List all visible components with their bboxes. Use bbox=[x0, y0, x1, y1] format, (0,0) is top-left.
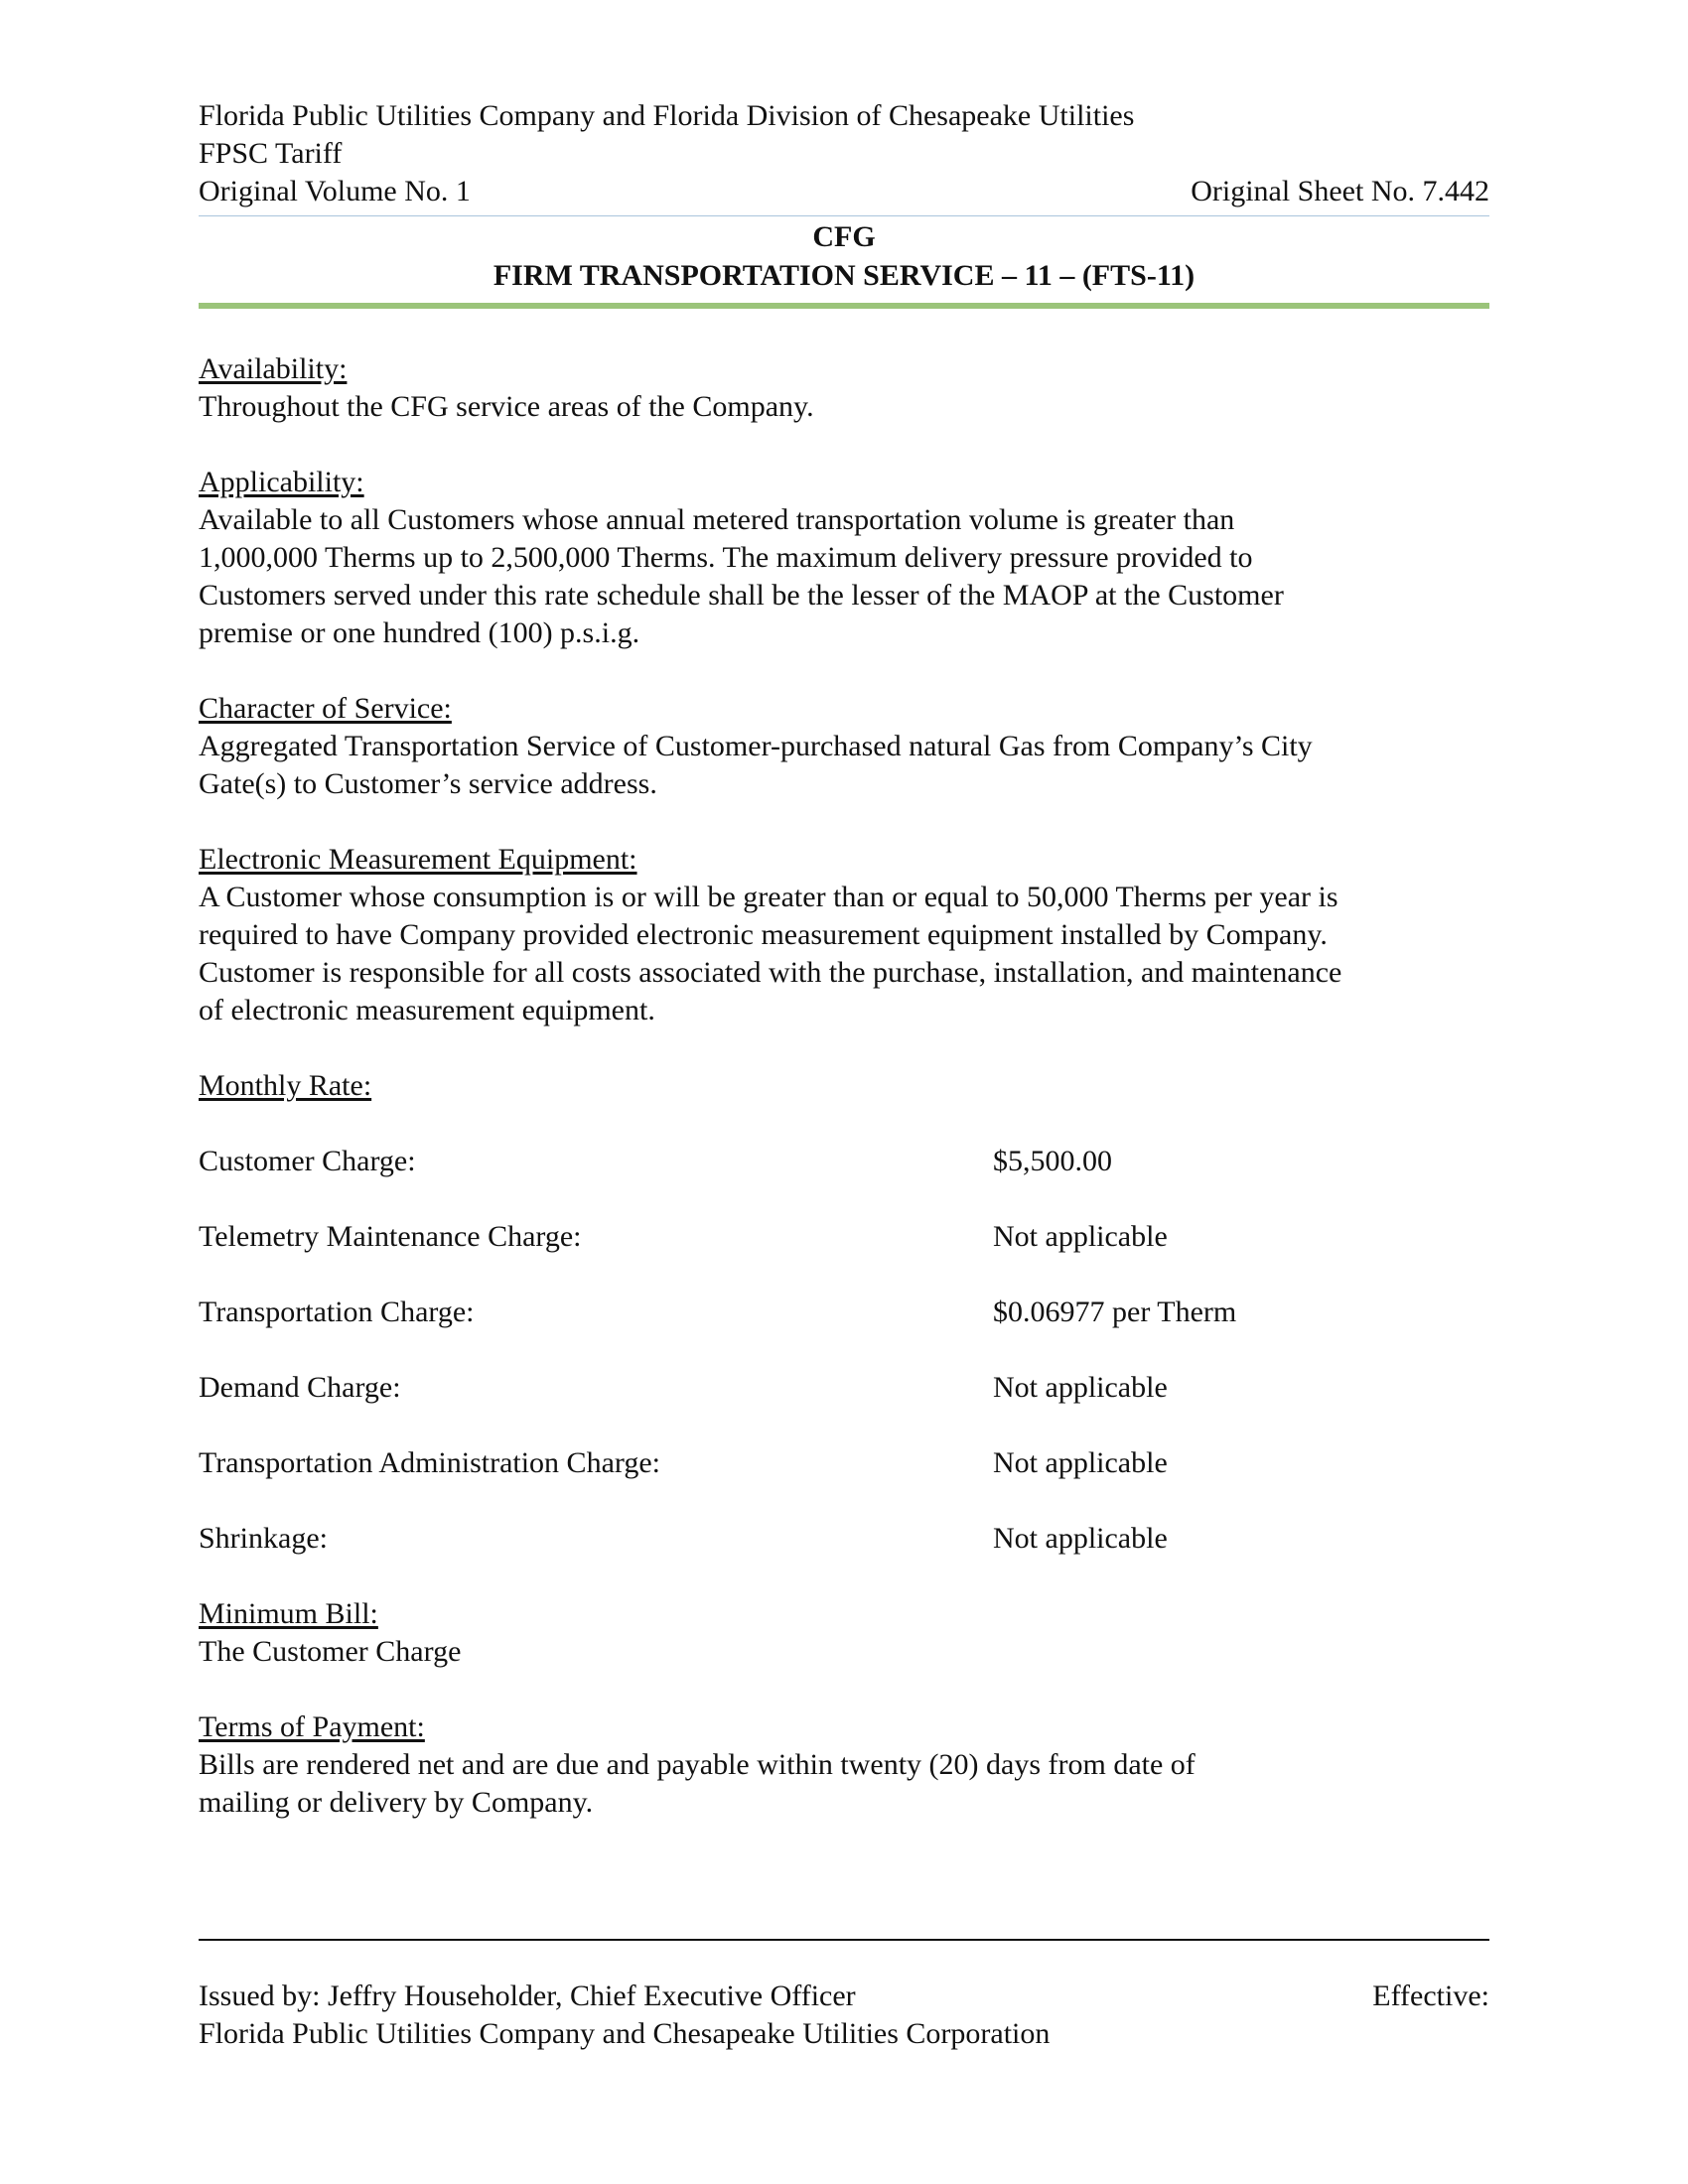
header-divider bbox=[199, 215, 1489, 216]
rate-row bbox=[199, 1143, 1489, 1180]
applicability-line: Available to all Customers whose annual metered transportation volume is greater than bbox=[199, 503, 1235, 536]
title-line-2: FIRM TRANSPORTATION SERVICE – 11 – (FTS-11) bbox=[492, 259, 1196, 292]
rate-row bbox=[199, 1369, 1489, 1407]
measurement-equipment-text bbox=[199, 879, 1489, 1029]
rate-row bbox=[199, 1294, 1489, 1331]
applicability-heading: Applicability: bbox=[199, 466, 364, 498]
rate-value: Not applicable bbox=[993, 1220, 1168, 1253]
applicability-text bbox=[199, 501, 1489, 652]
minimum-bill-heading: Minimum Bill: bbox=[199, 1597, 378, 1630]
character-line: Gate(s) to Customer’s service address. bbox=[199, 767, 657, 800]
measurement-equipment-section bbox=[199, 841, 1489, 1029]
character-of-service-heading: Character of Service: bbox=[199, 692, 452, 725]
terms-line: Bills are rendered net and are due and payable within twenty (20) days from date of bbox=[199, 1748, 1196, 1781]
applicability-line: premise or one hundred (100) p.s.i.g. bbox=[199, 616, 640, 649]
footer-issued-row bbox=[199, 1978, 1489, 2015]
rate-value: Not applicable bbox=[993, 1446, 1168, 1479]
terms-of-payment-text bbox=[199, 1746, 1489, 1822]
rate-row bbox=[199, 1444, 1489, 1482]
title-line-1: CFG bbox=[812, 220, 876, 253]
monthly-rate-section bbox=[199, 1067, 1489, 1558]
header-volume: Original Volume No. 1 bbox=[199, 175, 471, 207]
rate-label: Shrinkage: bbox=[199, 1522, 328, 1555]
rate-value: Not applicable bbox=[993, 1522, 1168, 1555]
equipment-line: A Customer whose consumption is or will be greater than or equal to 50,000 Therms per year is bbox=[199, 881, 1338, 913]
equipment-line: required to have Company provided electronic measurement equipment installed by Company. bbox=[199, 918, 1328, 951]
rate-value: $5,500.00 bbox=[993, 1145, 1112, 1177]
minimum-bill-section bbox=[199, 1595, 1489, 1671]
rate-label: Telemetry Maintenance Charge: bbox=[199, 1220, 582, 1253]
tariff-page bbox=[199, 97, 1489, 1822]
terms-line: mailing or delivery by Company. bbox=[199, 1786, 594, 1819]
header-tariff: FPSC Tariff bbox=[199, 137, 343, 170]
footer-effective: Effective: bbox=[1372, 1979, 1489, 2012]
minimum-bill-text: The Customer Charge bbox=[199, 1635, 462, 1668]
rate-table bbox=[199, 1143, 1489, 1558]
rate-label: Transportation Administration Charge: bbox=[199, 1446, 660, 1479]
availability-text: Throughout the CFG service areas of the Company. bbox=[199, 390, 814, 423]
terms-of-payment-heading: Terms of Payment: bbox=[199, 1710, 425, 1743]
applicability-section bbox=[199, 464, 1489, 652]
footer-issued-by: Issued by: Jeffry Householder, Chief Executive Officer bbox=[199, 1979, 856, 2012]
character-of-service-text bbox=[199, 728, 1489, 803]
rate-label: Transportation Charge: bbox=[199, 1296, 475, 1328]
rate-value: $0.06977 per Therm bbox=[993, 1296, 1237, 1328]
footer-divider bbox=[199, 1939, 1489, 1941]
header-volume-row bbox=[199, 173, 1489, 210]
applicability-line: Customers served under this rate schedule shall be the lesser of the MAOP at the Customer bbox=[199, 579, 1284, 612]
footer-company: Florida Public Utilities Company and Chesapeake Utilities Corporation bbox=[199, 2017, 1051, 2050]
availability-section bbox=[199, 350, 1489, 426]
monthly-rate-heading: Monthly Rate: bbox=[199, 1069, 372, 1102]
rate-row bbox=[199, 1520, 1489, 1558]
rate-row bbox=[199, 1218, 1489, 1256]
character-of-service-section bbox=[199, 690, 1489, 803]
measurement-equipment-heading: Electronic Measurement Equipment: bbox=[199, 843, 637, 876]
header-sheet-number: Original Sheet No. 7.442 bbox=[1191, 175, 1489, 207]
footer-company-row bbox=[199, 2015, 1489, 2053]
page-header bbox=[199, 97, 1489, 210]
applicability-line: 1,000,000 Therms up to 2,500,000 Therms. The maximum delivery pressure provided to bbox=[199, 541, 1253, 574]
equipment-line: of electronic measurement equipment. bbox=[199, 994, 655, 1026]
rate-value: Not applicable bbox=[993, 1371, 1168, 1404]
schedule-title bbox=[199, 218, 1489, 296]
equipment-line: Customer is responsible for all costs associated with the purchase, installation, and maintenance bbox=[199, 956, 1342, 989]
rate-label: Demand Charge: bbox=[199, 1371, 401, 1404]
header-company: Florida Public Utilities Company and Florida Division of Chesapeake Utilities bbox=[199, 99, 1135, 132]
page-footer bbox=[199, 1978, 1489, 2053]
rate-label: Customer Charge: bbox=[199, 1145, 416, 1177]
title-divider bbox=[199, 303, 1489, 309]
character-line: Aggregated Transportation Service of Customer-purchased natural Gas from Company’s City bbox=[199, 730, 1313, 762]
availability-heading: Availability: bbox=[199, 352, 348, 385]
terms-of-payment-section bbox=[199, 1708, 1489, 1822]
